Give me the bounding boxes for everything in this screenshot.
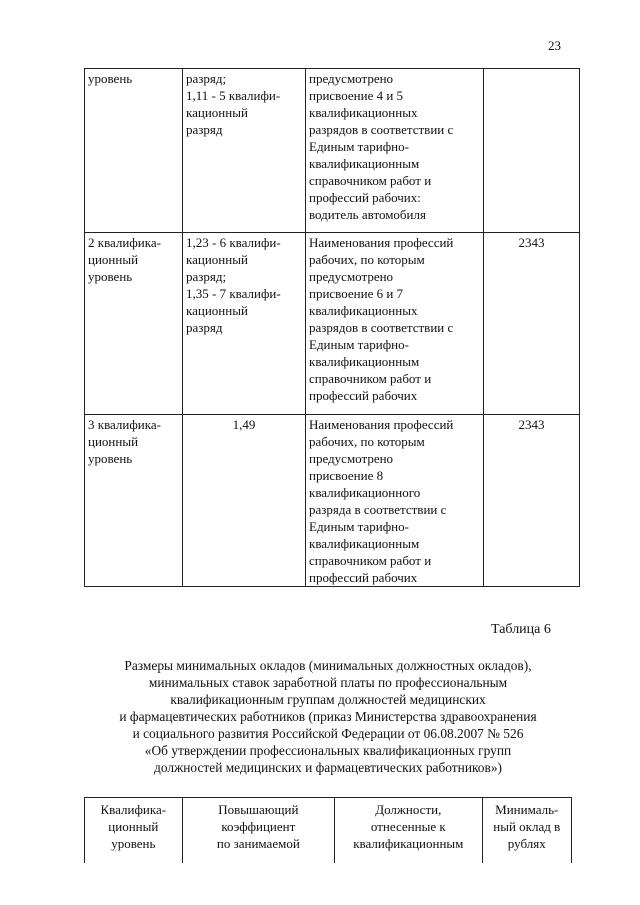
cell-text: ционный [88, 434, 139, 449]
cell-text: 1,11 - 5 квалифи- [186, 88, 281, 103]
header-text: Минималь- [495, 802, 559, 817]
table-number-label: Таблица 6 [491, 622, 551, 637]
table-heading [84, 657, 572, 776]
cell-text: разряд [186, 320, 223, 335]
cell-text: предусмотрено [309, 71, 394, 86]
cell-text: водитель автомобиля [309, 207, 426, 222]
coefficient-cell [183, 415, 306, 587]
cell-text: квалификационным [309, 354, 420, 369]
table-row [85, 415, 580, 587]
heading-line: и фармацевтических работников (приказ Министерства здравоохранения [119, 709, 537, 724]
salary-cell [484, 69, 580, 233]
column-header-coefficient [182, 798, 335, 864]
cell-text: Единым тарифно- [309, 519, 409, 534]
cell-text: квалификационным [309, 156, 420, 171]
salary-cell [484, 415, 580, 587]
cell-text: 2343 [518, 417, 545, 432]
header-text: коэффициент [221, 819, 296, 834]
positions-cell [306, 233, 484, 415]
cell-text: присвоение 6 и 7 [309, 286, 404, 301]
level-cell [85, 415, 183, 587]
heading-line: квалификационным группам должностей медицинских [170, 692, 486, 707]
header-text: Квалифика- [100, 802, 167, 817]
cell-text: разряд; [186, 71, 227, 86]
cell-text: кационный [186, 105, 248, 120]
header-text: по занимаемой [216, 836, 300, 851]
header-text: ционный [108, 819, 159, 834]
cell-text: уровень [88, 269, 133, 284]
cell-text: 3 квалифика- [88, 417, 161, 432]
positions-cell [306, 415, 484, 587]
header-text: ный оклад в [493, 819, 561, 834]
heading-line: минимальных ставок заработной платы по профессиональным [148, 675, 508, 690]
heading-line: и социального развития Российской Федерации от 06.08.2007 № 526 [132, 726, 524, 741]
table-row [85, 69, 580, 233]
coefficient-cell [183, 69, 306, 233]
cell-text: Единым тарифно- [309, 337, 409, 352]
column-header-positions [335, 798, 482, 864]
cell-text: квалификационных [309, 303, 418, 318]
cell-text: ционный [88, 252, 139, 267]
cell-text: профессий рабочих [309, 388, 418, 403]
positions-cell [306, 69, 484, 233]
cell-text: рабочих, по которым [309, 252, 425, 267]
level-cell [85, 233, 183, 415]
cell-text: 1,23 - 6 квалифи- [186, 235, 281, 250]
page-number: 23 [548, 38, 561, 53]
header-text: Должности, [375, 802, 442, 817]
cell-text: разряда в соответствии с [309, 502, 447, 517]
cell-text: Единым тарифно- [309, 139, 409, 154]
cell-text: разряд; [186, 269, 227, 284]
heading-line: «Об утверждении профессиональных квалификационных групп [144, 743, 512, 758]
cell-text: Наименования профессий [309, 235, 454, 250]
medical-staff-salary-table [84, 797, 572, 863]
header-text: Повышающий [218, 802, 299, 817]
header-text: квалификационным [353, 836, 464, 851]
qualification-table-continued [84, 68, 580, 587]
cell-text: разрядов в соответствии с [309, 320, 454, 335]
cell-text: Наименования профессий [309, 417, 454, 432]
heading-line: должностей медицинских и фармацевтических работников») [154, 760, 502, 775]
cell-text: квалификационным [309, 536, 420, 551]
cell-text: справочником работ и [309, 553, 432, 568]
cell-text: 1,49 [232, 417, 256, 432]
cell-text: квалификационных [309, 105, 418, 120]
cell-text: присвоение 8 [309, 468, 384, 483]
cell-text: предусмотрено [309, 269, 394, 284]
heading-line: Размеры минимальных окладов (минимальных должностных окладов), [124, 658, 532, 673]
level-cell [85, 69, 183, 233]
header-text: отнесенные к [370, 819, 446, 834]
cell-text: кационный [186, 252, 248, 267]
cell-text: кационный [186, 303, 248, 318]
header-text: рублях [507, 836, 546, 851]
cell-text: квалификационного [309, 485, 421, 500]
cell-text: уровень [88, 451, 133, 466]
table-header-row [85, 798, 572, 864]
cell-text: разрядов в соответствии с [309, 122, 454, 137]
coefficient-cell [183, 233, 306, 415]
column-header-salary [482, 798, 572, 864]
header-text: уровень [111, 836, 156, 851]
cell-text: профессий рабочих [309, 570, 418, 585]
cell-text: 1,35 - 7 квалифи- [186, 286, 281, 301]
cell-text: профессий рабочих: [309, 190, 421, 205]
cell-text: справочником работ и [309, 173, 432, 188]
cell-text: предусмотрено [309, 451, 394, 466]
cell-text: 2343 [518, 235, 545, 250]
salary-cell [484, 233, 580, 415]
cell-text: справочником работ и [309, 371, 432, 386]
column-header-level [85, 798, 183, 864]
cell-text: присвоение 4 и 5 [309, 88, 404, 103]
cell-text: рабочих, по которым [309, 434, 425, 449]
cell-text: разряд [186, 122, 223, 137]
cell-text: 2 квалифика- [88, 235, 161, 250]
table-row [85, 233, 580, 415]
cell-text: уровень [88, 71, 133, 86]
